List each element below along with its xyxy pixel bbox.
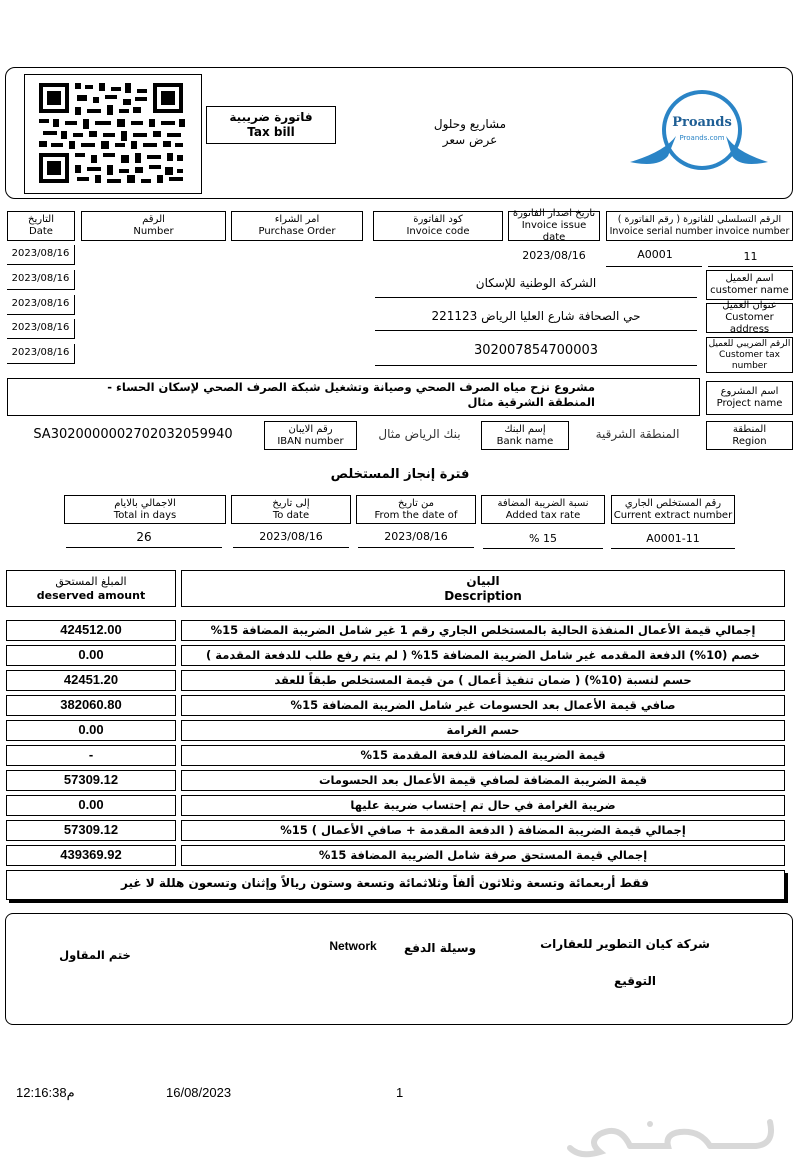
table-row-desc: إجمالي قيمة الضريبة المضافة ( الدفعة المقدمة + صافي الأعمال ) 15% <box>181 820 785 841</box>
table-row-desc: قيمة الضريبة المضافة لصافي قيمة الأعمال بعد الحسومات <box>181 770 785 791</box>
bank-name-label: إسم البنك Bank name <box>481 421 569 450</box>
customer-address-label: عنوان العميل Customer address <box>706 303 793 333</box>
table-row-amount: 0.00 <box>6 645 176 666</box>
haraj-logo-icon <box>560 1112 785 1162</box>
total-in-words-text: فقط أربعمائة وتسعة وثلاثون ألفاً وثلاثمائة وتسعة وستون ريالاً وإثنان وتسعون هللة لا غير <box>121 876 649 890</box>
logo-subtext: Proands.com <box>679 134 725 142</box>
table-row-amount: 0.00 <box>6 795 176 816</box>
table-row-amount: 57309.12 <box>6 820 176 841</box>
footer-page-number: 1 <box>396 1085 404 1100</box>
contractor-stamp-label: ختم المقاول <box>59 948 131 962</box>
footer-time: 12:16:38م <box>16 1085 75 1100</box>
number-label: الرقم Number <box>81 211 226 241</box>
signature-label: التوقيع <box>614 974 656 988</box>
table-row-desc: قيمة الضريبة المضافة للدفعة المقدمة 15% <box>181 745 785 766</box>
date-cell: 2023/08/16 <box>7 319 75 339</box>
logo-text: Proands <box>672 115 732 130</box>
title-ar: فاتورة ضريبية <box>229 110 313 124</box>
date-label: التاريخ Date <box>7 211 75 241</box>
qr-code <box>24 74 202 194</box>
bank-name-value: بنك الرياض مثال <box>378 427 461 441</box>
footer-date: 16/08/2023 <box>166 1085 232 1100</box>
table-row-amount: 42451.20 <box>6 670 176 691</box>
project-name-value: مشروع نزح مياه الصرف الصحي وصيانة وتشغيل شبكة الصرف الصحي لإسكان الحساء - المنطقة الشرقية مثال <box>107 380 595 409</box>
extract-number-label: رقم المستخلص الجاري Current extract number <box>611 495 735 524</box>
qr-code-icon <box>25 75 200 192</box>
to-date-value: 2023/08/16 <box>259 530 323 543</box>
amount-header: المبلغ المستحق deserved amount <box>6 570 176 607</box>
from-date-value: 2023/08/16 <box>384 530 448 543</box>
table-row-amount: 424512.00 <box>6 620 176 641</box>
company-line2: عرض سعر <box>442 133 498 147</box>
table-row-amount: 57309.12 <box>6 770 176 791</box>
extract-number-value: A0001-11 <box>646 532 700 545</box>
period-title: فترة إنجاز المستخلص <box>330 467 470 482</box>
customer-name-value: الشركة الوطنية للإسكان <box>475 276 597 290</box>
serial-label: الرقم التسلسلي للفاتورة ( رقم الفاتورة ) Invoice serial number invoice number <box>606 211 793 241</box>
iban-value: SA3020000002702032059940 <box>33 427 233 442</box>
table-row-desc: حسم لنسبة (10%) ( ضمان تنفيذ أعمال ) من قيمة المستخلص طبقاً للعقد <box>181 670 785 691</box>
invoice-code-value: A0001 <box>637 248 673 261</box>
total-days-label: الاجمالي بالايام Total in days <box>64 495 226 524</box>
customer-address-value: حي الصحافة شارع العليا الرياض 221123 <box>431 309 641 323</box>
region-label: المنطقة Region <box>706 421 793 450</box>
date-cell: 2023/08/16 <box>7 270 75 290</box>
logo <box>628 82 770 182</box>
project-name-label: اسم المشروع Project name <box>706 381 793 415</box>
from-date-label: من تاريخ From the date of <box>356 495 476 524</box>
table-row-desc: خصم (10%) الدفعة المقدمه غير شامل الضريبة المضافة 15% ( لم يتم رفع طلب للدفعة المقدمة ) <box>181 645 785 666</box>
date-cell: 2023/08/16 <box>7 295 75 315</box>
table-row-amount: 439369.92 <box>6 845 176 866</box>
table-row-desc: ضريبة الغرامة في حال تم إحتساب ضريبة عليها <box>181 795 785 816</box>
date-cell: 2023/08/16 <box>7 245 75 265</box>
signature-panel <box>5 913 793 1025</box>
company-line1: مشاريع وحلول <box>433 117 507 131</box>
issue-date-value: 2023/08/16 <box>522 249 586 262</box>
title-en: Tax bill <box>247 125 295 139</box>
issue-date-label: تاريخ اصدار الفاتورة Invoice issue date <box>508 211 600 241</box>
table-row-desc: صافي قيمة الأعمال بعد الحسومات غير شامل الضريبة المضافة 15% <box>181 695 785 716</box>
payment-method-value: Network <box>329 939 377 953</box>
iban-label: رقم الايبان IBAN number <box>264 421 357 450</box>
invoice-code-label: كود الفاتورة Invoice code <box>373 211 503 241</box>
description-header: البيان Description <box>181 570 785 607</box>
tax-rate-value: % 15 <box>529 532 557 545</box>
customer-tax-value: 302007854700003 <box>473 343 599 358</box>
purchase-order-label: امر الشراء Purchase Order <box>231 211 363 241</box>
table-row-amount: 382060.80 <box>6 695 176 716</box>
table-row-amount: 0.00 <box>6 720 176 741</box>
serial-value: 11 <box>743 250 758 263</box>
total-days-value: 26 <box>136 530 152 544</box>
haraj-watermark <box>560 1112 785 1162</box>
contractor-company: شركة كيان التطوير للعقارات <box>540 937 710 951</box>
customer-name-label: اسم العميل customer name <box>706 270 793 300</box>
customer-tax-label: الرقم الضريبي للعميل Customer tax number <box>706 337 793 373</box>
logo-swoosh-icon <box>628 82 770 182</box>
date-cell: 2023/08/16 <box>7 344 75 364</box>
table-row-desc: إجمالي قيمة الأعمال المنفذة الحالية بالمستخلص الجاري رقم 1 غير شامل الضريبة المضافة 15% <box>181 620 785 641</box>
tax-rate-label: نسبة الضريبة المضافة Added tax rate <box>481 495 605 524</box>
title-box <box>206 106 336 144</box>
region-value: المنطقة الشرقية <box>595 427 680 441</box>
to-date-label: إلى تاريخ To date <box>231 495 351 524</box>
payment-method-label: وسيلة الدفع <box>403 941 477 955</box>
table-row-desc: إجمالي قيمة المستحق صرفة شامل الضريبة المضافة 15% <box>181 845 785 866</box>
table-row-amount: - <box>6 745 176 766</box>
table-row-desc: حسم الغرامة <box>181 720 785 741</box>
